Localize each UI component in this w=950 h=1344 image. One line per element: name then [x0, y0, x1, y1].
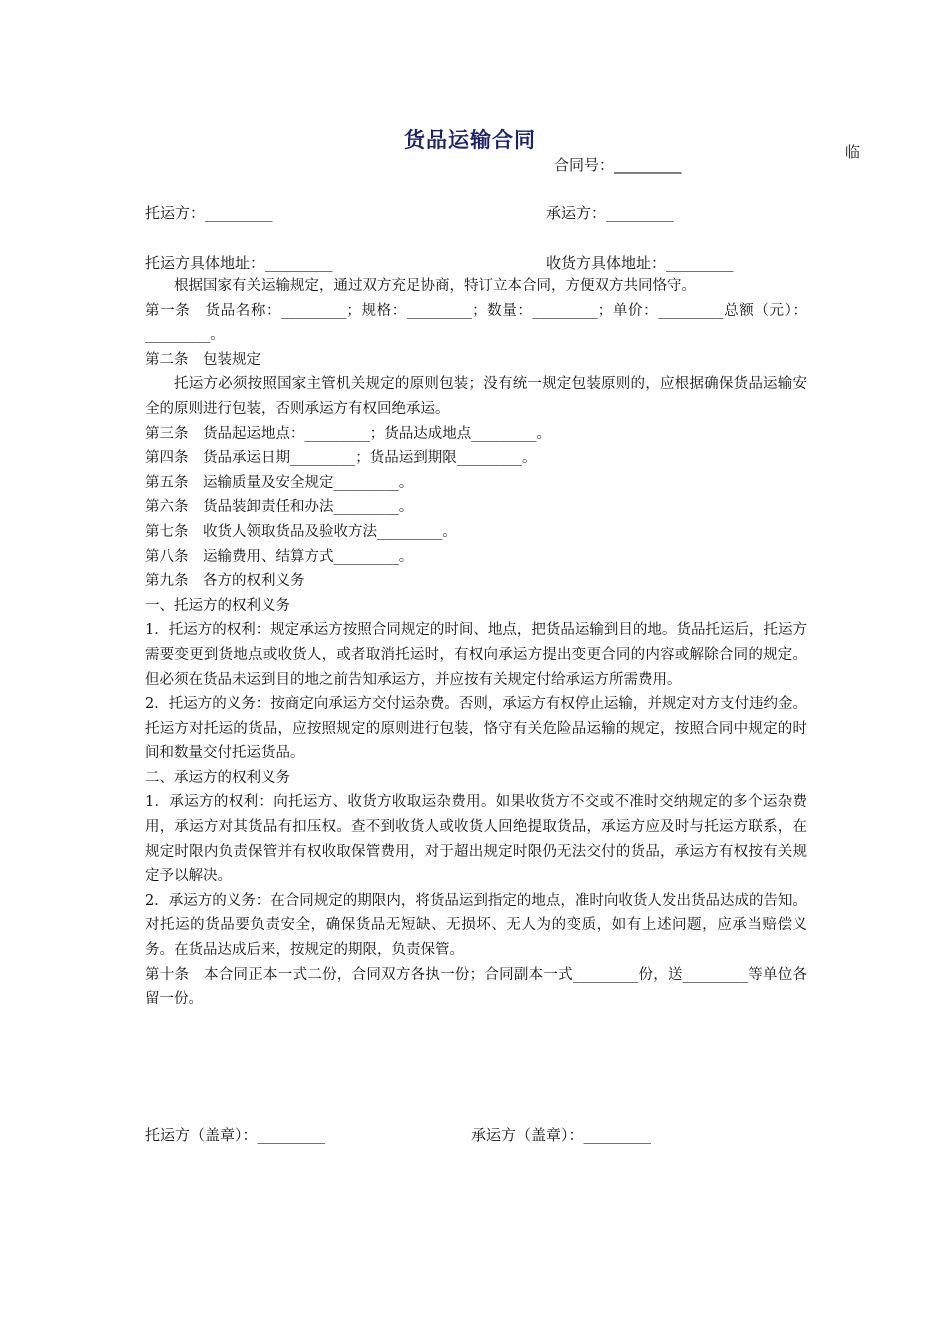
- corner-mark: 临: [845, 143, 861, 161]
- article-5: 第五条 运输质量及安全规定_________。: [145, 474, 414, 491]
- article-2-heading: 第二条 包装规定: [145, 351, 261, 368]
- contract-number-field: 合同号：_________: [554, 156, 682, 174]
- article-2-body: 托运方必须按照国家主管机关规定的原则包装；没有统一规定包装原则的，应根据确保货品运输安全的原则进行包装，否则承运方有权回绝承运。: [145, 376, 807, 417]
- article-3: 第三条 货品起运地点：_________；货品达成地点_________。: [145, 425, 551, 442]
- carrier-rights: 1．承运方的权利：向托运方、收货方收取运杂费用。如果收货方不交或不准时交纳规定的多个运杂费用，承运方对其货品有扣压权。查不到收货人或收货人回绝提取货品，承运方应及时与托运方联系，在规定时限内负责保管并有权收取保管费用，对于超出规定时限仍无法交付的货品，承运方有权按有关规定予以解决。: [145, 794, 807, 885]
- consignee-address-field: 收货方具体地址：_________: [546, 254, 734, 272]
- article-10: 第十条 本合同正本一式二份，合同双方各执一份；合同副本一式_________份，送_________等单位各留一份。: [145, 966, 807, 1008]
- article-1: 第一条 货品名称：_________；规格：_________；数量：_________；单价：_________总额（元）：_________。: [145, 302, 807, 344]
- document-title: 货品运输合同: [404, 128, 536, 152]
- carrier-field: 承运方：_________: [546, 204, 674, 222]
- article-6: 第六条 货品装卸责任和办法_________。: [145, 499, 414, 516]
- carrier-rights-heading: 二、承运方的权利义务: [145, 769, 290, 786]
- shipper-field: 托运方：_________: [145, 204, 273, 222]
- shipper-rights-heading: 一、托运方的权利义务: [145, 597, 290, 614]
- article-4: 第四条 货品承运日期_________；货品运到期限_________。: [145, 450, 537, 467]
- article-9-heading: 第九条 各方的权利义务: [145, 573, 305, 590]
- shipper-signature-field: 托运方（盖章）：_________: [145, 1126, 326, 1144]
- shipper-obligations: 2．托运方的义务：按商定向承运方交付运杂费。否则，承运方有权停止运输，并规定对方支付违约金。托运方对托运的货品，应按照规定的原则进行包装，恪守有关危险品运输的规定，按照合同中规定的时间和数量交付托运货品。: [145, 696, 807, 762]
- shipper-rights: 1．托运方的权利：规定承运方按照合同规定的时间、地点，把货品运输到目的地。货品托运后，托运方需要变更到货地点或收货人，或者取消托运时，有权向承运方提出变更合同的内容或解除合同的规定。但必须在货品未运到目的地之前告知承运方，并应按有关规定付给承运方所需费用。: [145, 622, 807, 688]
- article-7: 第七条 收货人领取货品及验收方法_________。: [145, 523, 457, 540]
- preamble: 根据国家有关运输规定，通过双方充足协商，特订立本合同，方便双方共同恪守。: [174, 278, 696, 294]
- shipper-address-field: 托运方具体地址：_________: [145, 254, 333, 272]
- article-8: 第八条 运输费用、结算方式_________。: [145, 548, 414, 565]
- carrier-obligations: 2．承运方的义务：在合同规定的期限内，将货品运到指定的地点，准时向收货人发出货品达成的告知。对托运的货品要负责安全，确保货品无短缺、无损坏、无人为的变质，如有上述问题，应承当赔偿义务。在货品达成后来，按规定的期限，负责保管。: [145, 892, 807, 959]
- contract-body: [145, 274, 807, 1012]
- carrier-signature-field: 承运方（盖章）：_________: [471, 1126, 652, 1144]
